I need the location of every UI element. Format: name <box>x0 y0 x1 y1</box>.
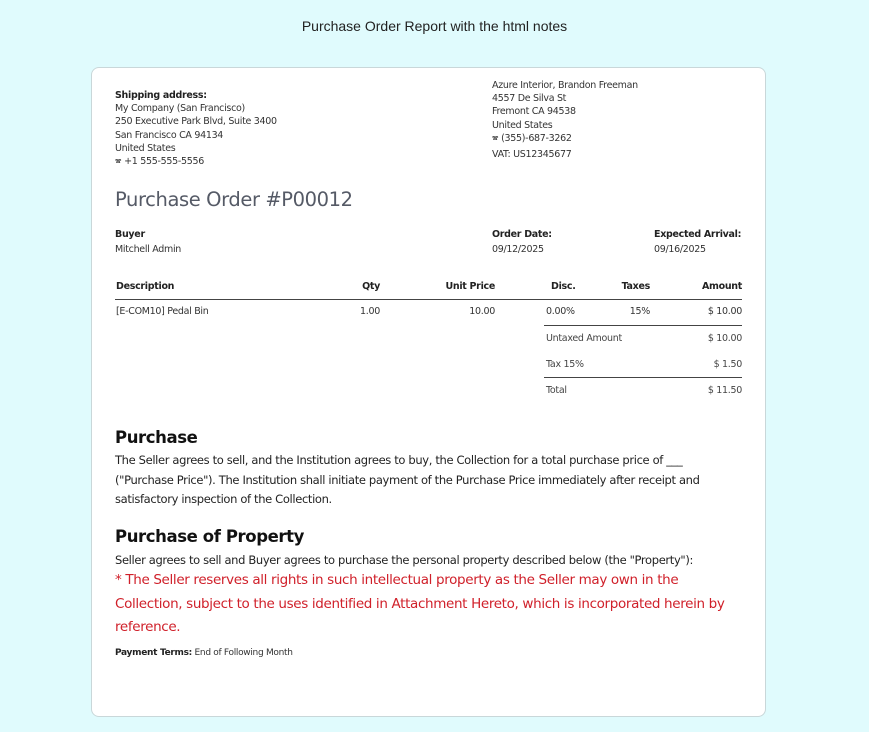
intellectual-property-note: * The Seller reserves all rights in such intellectual property as the Seller may own in the Collection, subject to the uses identified in Attachment Hereto, which is incorporated herein by reference. <box>115 572 725 635</box>
order-date-value: 09/12/2025 <box>492 244 544 255</box>
vendor-phone <box>492 132 752 146</box>
purchase-order-title: Purchase Order #P00012 <box>115 188 353 211</box>
payment-terms <box>115 648 293 658</box>
vendor-phone-number: (355)-687-3262 <box>501 132 572 144</box>
column-header-description: Description <box>116 281 175 292</box>
tax-value: $ 1.50 <box>713 359 742 370</box>
line-unit-price: 10.00 <box>469 306 495 317</box>
shipping-address-line: My Company (San Francisco) <box>115 103 245 115</box>
phone-icon: 🕿 <box>492 133 499 144</box>
buyer-info <box>115 229 181 255</box>
line-amount: $ 10.00 <box>707 306 742 317</box>
total-label: Total <box>546 385 567 396</box>
shipping-address-label: Shipping address: <box>115 90 207 101</box>
order-lines-header <box>115 281 742 300</box>
total-value: $ 11.50 <box>707 385 742 396</box>
column-header-qty: Qty <box>362 281 380 292</box>
shipping-phone <box>115 155 415 169</box>
phone-icon: 🕿 <box>115 157 122 168</box>
buyer-value: Mitchell Admin <box>115 244 182 255</box>
vendor-vat: VAT: US12345677 <box>492 149 572 161</box>
shipping-address-line: United States <box>115 142 176 154</box>
vendor-address-line: 4557 De Silva St <box>492 93 567 105</box>
column-header-taxes: Taxes <box>621 281 650 292</box>
order-date-label: Order Date: <box>492 229 552 240</box>
payment-terms-label: Payment Terms: <box>115 648 192 658</box>
expected-arrival-label: Expected Arrival: <box>654 229 742 240</box>
column-header-unit-price: Unit Price <box>445 281 495 292</box>
payment-terms-value: End of Following Month <box>194 648 293 658</box>
expected-arrival-info <box>654 229 741 255</box>
purchase-order-document <box>91 67 766 717</box>
order-date-info <box>492 229 552 255</box>
total-row <box>544 385 742 399</box>
untaxed-amount-value: $ 10.00 <box>707 333 742 344</box>
buyer-label: Buyer <box>115 229 145 240</box>
tax-row <box>544 359 742 373</box>
table-row <box>115 306 742 324</box>
vendor-address-line: Azure Interior, Brandon Freeman <box>492 80 638 91</box>
line-disc: 0.00% <box>546 306 575 317</box>
totals-divider <box>544 325 742 326</box>
page-title: Purchase Order Report with the html notes <box>301 18 568 34</box>
shipping-address-line: 250 Executive Park Blvd, Suite 3400 <box>115 116 277 128</box>
line-taxes: 15% <box>629 306 650 317</box>
shipping-address-block <box>115 89 415 169</box>
vendor-address-line: United States <box>492 119 553 131</box>
total-divider <box>544 377 742 378</box>
shipping-address-line: San Francisco CA 94134 <box>115 129 224 141</box>
tax-label: Tax 15% <box>546 359 584 370</box>
untaxed-amount-label: Untaxed Amount <box>546 333 622 344</box>
vendor-address-block <box>492 79 752 161</box>
purchase-of-property-body: Seller agrees to sell and Buyer agrees to purchase the personal property described below (the "Property"): <box>115 553 694 567</box>
vendor-address-line: Fremont CA 94538 <box>492 106 576 118</box>
expected-arrival-value: 09/16/2025 <box>654 244 706 255</box>
purchase-of-property-title: Purchase of Property <box>115 527 305 546</box>
purchase-section-title: Purchase <box>115 428 198 447</box>
column-header-disc: Disc. <box>551 281 576 292</box>
line-description: [E-COM10] Pedal Bin <box>116 306 209 317</box>
purchase-section-body: The Seller agrees to sell, and the Institution agrees to buy, the Collection for a total purchase price of ___ ("Purchase Price"). The Institution shall initiate payment of the Purchase Price immediately after receipt and satisfactory inspection of the Collection. <box>115 453 700 506</box>
shipping-phone-number: +1 555-555-5556 <box>124 156 204 168</box>
line-qty: 1.00 <box>360 306 380 317</box>
column-header-amount: Amount <box>701 281 742 292</box>
untaxed-amount-row <box>544 333 742 347</box>
